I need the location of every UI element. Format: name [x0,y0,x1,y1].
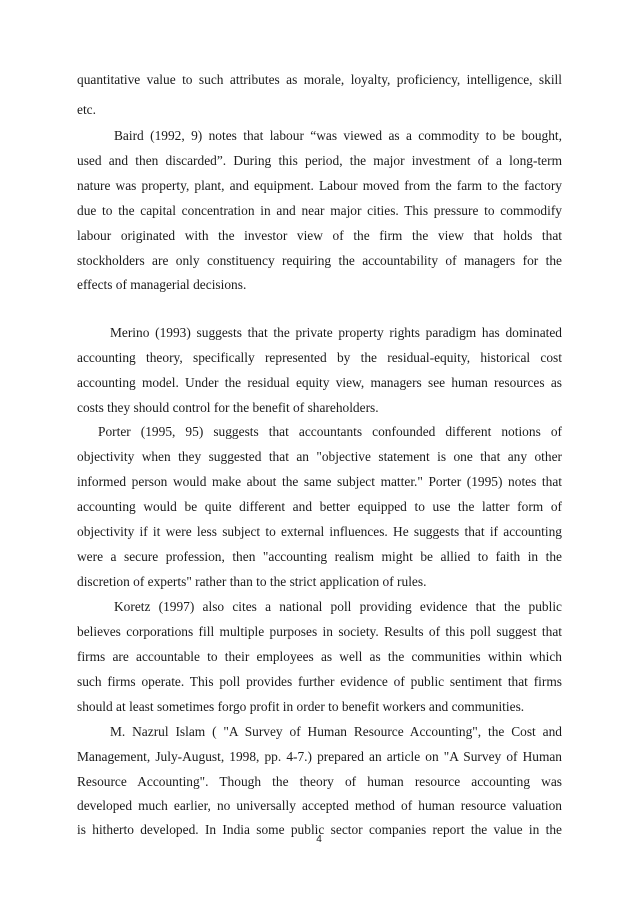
text-line: M. Nazrul Islam ( "A Survey of Human Resource Accounting", the Cost and [110,724,562,739]
text-line: discretion of experts" rather than to the strict application of rules. [77,574,427,589]
text-line: such firms operate. This poll provides further evidence of public sentiment that firms [77,674,562,689]
text-line: etc. [77,102,96,117]
text-line: informed person would make about the same subject matter." Porter (1995) notes that [77,474,562,489]
text-line: is hitherto developed. In India some public sector companies report the value in the [77,822,562,837]
text-line: used and then discarded”. During this period, the major investment of a long-term [77,153,562,168]
text-line: Baird (1992, 9) notes that labour “was viewed as a commodity to be bought, [114,128,562,143]
text-line: due to the capital concentration in and near major cities. This pressure to commodify [77,203,562,218]
text-line: accounting model. Under the residual equity view, managers see human resources as [77,375,562,390]
text-line: developed much earlier, no universally accepted method of human resource valuation [77,798,562,813]
text-line: were a secure profession, then "accounting realism might be allied to faith in the [77,549,562,564]
text-line: should at least sometimes forgo profit in order to benefit workers and communities. [77,699,525,714]
text-line: believes corporations fill multiple purposes in society. Results of this poll suggest that [77,624,562,639]
text-line: accounting would be quite different and better equipped to use the latter form of [77,499,562,514]
text-line: quantitative value to such attributes as morale, loyalty, proficiency, intelligence, skill [77,72,562,87]
text-line: objectivity if it were less subject to external influences. He suggests that if accounting [77,524,562,539]
text-line: nature was property, plant, and equipment. Labour moved from the farm to the factory [77,178,562,193]
text-line: stockholders are only constituency requiring the accountability of managers for the [77,253,562,268]
text-line: firms are accountable to their employees as well as the communities within which [77,649,562,664]
text-line: labour originated with the investor view of the firm the view that holds that [77,228,562,243]
text-line: Resource Accounting". Though the theory of human resource accounting was [77,774,562,789]
text-line: effects of managerial decisions. [77,277,247,292]
text-line: Management, July-August, 1998, pp. 4-7.) prepared an article on "A Survey of Human [77,749,562,764]
text-line: Koretz (1997) also cites a national poll providing evidence that the public [114,599,562,614]
text-line: accounting theory, specifically represented by the residual-equity, historical cost [77,350,562,365]
page-number: 4 [316,834,322,845]
text-line: objectivity when they suggested that an "objective statement is one that any other [77,449,562,464]
text-line: costs they should control for the benefit of shareholders. [77,400,379,415]
text-line: Merino (1993) suggests that the private property rights paradigm has dominated [110,325,562,340]
text-line: Porter (1995, 95) suggests that accountants confounded different notions of [98,424,562,439]
